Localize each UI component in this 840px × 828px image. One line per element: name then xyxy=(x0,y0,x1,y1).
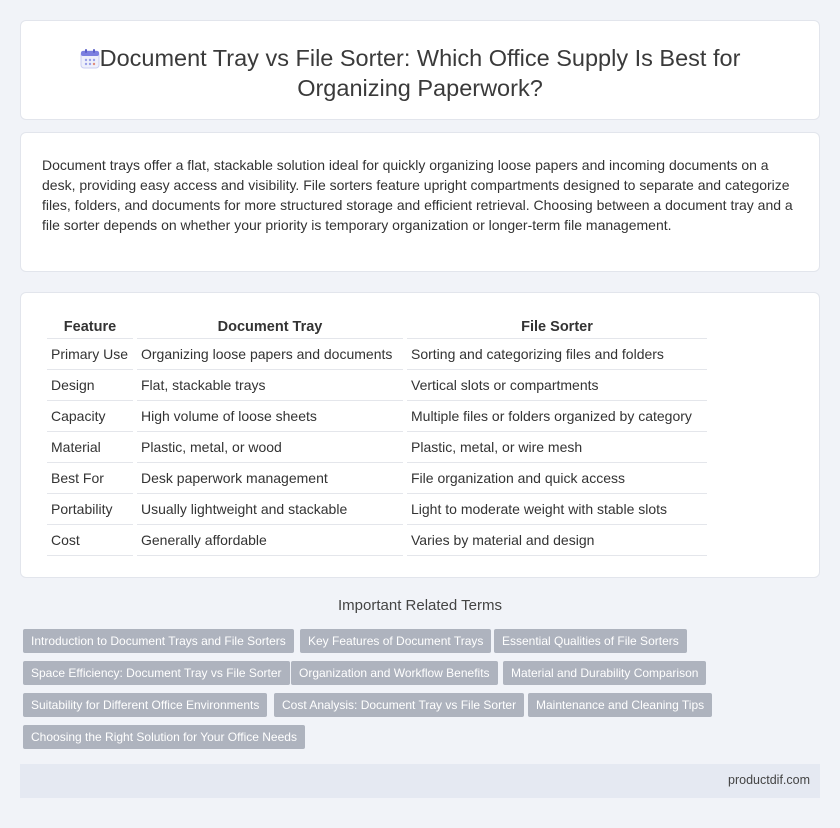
row-file-sorter: Sorting and categorizing files and folders xyxy=(407,339,707,370)
row-document-tray: Plastic, metal, or wood xyxy=(137,432,403,463)
related-term-tag[interactable]: Suitability for Different Office Environments xyxy=(23,693,267,717)
header-file-sorter: File Sorter xyxy=(407,315,707,339)
row-document-tray: Desk paperwork management xyxy=(137,463,403,494)
row-document-tray: Usually lightweight and stackable xyxy=(137,494,403,525)
related-terms-title: Important Related Terms xyxy=(338,597,502,614)
title-card xyxy=(20,20,820,120)
related-term-tag[interactable]: Essential Qualities of File Sorters xyxy=(494,629,687,653)
related-term-tag[interactable]: Introduction to Document Trays and File Sorters xyxy=(23,629,294,653)
related-term-tag[interactable]: Cost Analysis: Document Tray vs File Sorter xyxy=(274,693,524,717)
table-row xyxy=(47,339,707,370)
row-feature: Best For xyxy=(47,463,133,494)
table-row xyxy=(47,463,707,494)
related-term-tag[interactable]: Organization and Workflow Benefits xyxy=(291,661,498,685)
row-document-tray: Flat, stackable trays xyxy=(137,370,403,401)
row-file-sorter: Plastic, metal, or wire mesh xyxy=(407,432,707,463)
related-term-tag[interactable]: Maintenance and Cleaning Tips xyxy=(528,693,712,717)
row-feature: Material xyxy=(47,432,133,463)
comparison-table xyxy=(43,315,711,556)
row-file-sorter: File organization and quick access xyxy=(407,463,707,494)
row-feature: Portability xyxy=(47,494,133,525)
row-feature: Cost xyxy=(47,525,133,556)
row-document-tray: Organizing loose papers and documents xyxy=(137,339,403,370)
footer-site-link[interactable]: productdif.com xyxy=(728,773,810,787)
related-term-tag[interactable]: Choosing the Right Solution for Your Office Needs xyxy=(23,725,305,749)
row-file-sorter: Multiple files or folders organized by category xyxy=(407,401,707,432)
row-feature: Design xyxy=(47,370,133,401)
table-row xyxy=(47,525,707,556)
related-term-tag[interactable]: Material and Durability Comparison xyxy=(503,661,706,685)
intro-paragraph: Document trays offer a flat, stackable solution ideal for quickly organizing loose papers and incoming documents on a desk, providing easy access and visibility. File sorters feature upright compartments designed to separate and categorize files, folders, and documents for more structured storage and efficient retrieval. Choosing between a document tray and a file sorter depends on whether your priority is temporary organization or longer-term file management. xyxy=(42,157,793,233)
comparison-card xyxy=(20,292,820,578)
related-term-tag[interactable]: Space Efficiency: Document Tray vs File Sorter xyxy=(23,661,290,685)
table-header-row xyxy=(47,315,707,339)
row-file-sorter: Vertical slots or compartments xyxy=(407,370,707,401)
row-file-sorter: Light to moderate weight with stable slots xyxy=(407,494,707,525)
row-feature: Primary Use xyxy=(47,339,133,370)
table-row xyxy=(47,432,707,463)
intro-card xyxy=(20,132,820,272)
header-document-tray: Document Tray xyxy=(137,315,403,339)
footer xyxy=(20,764,820,798)
row-document-tray: High volume of loose sheets xyxy=(137,401,403,432)
header-feature: Feature xyxy=(47,315,133,339)
row-document-tray: Generally affordable xyxy=(137,525,403,556)
table-row xyxy=(47,494,707,525)
table-row xyxy=(47,401,707,432)
related-term-tag[interactable]: Key Features of Document Trays xyxy=(300,629,491,653)
row-feature: Capacity xyxy=(47,401,133,432)
row-file-sorter: Varies by material and design xyxy=(407,525,707,556)
table-row xyxy=(47,370,707,401)
page-title: Document Tray vs File Sorter: Which Office Supply Is Best for Organizing Paperwork? xyxy=(99,45,741,101)
